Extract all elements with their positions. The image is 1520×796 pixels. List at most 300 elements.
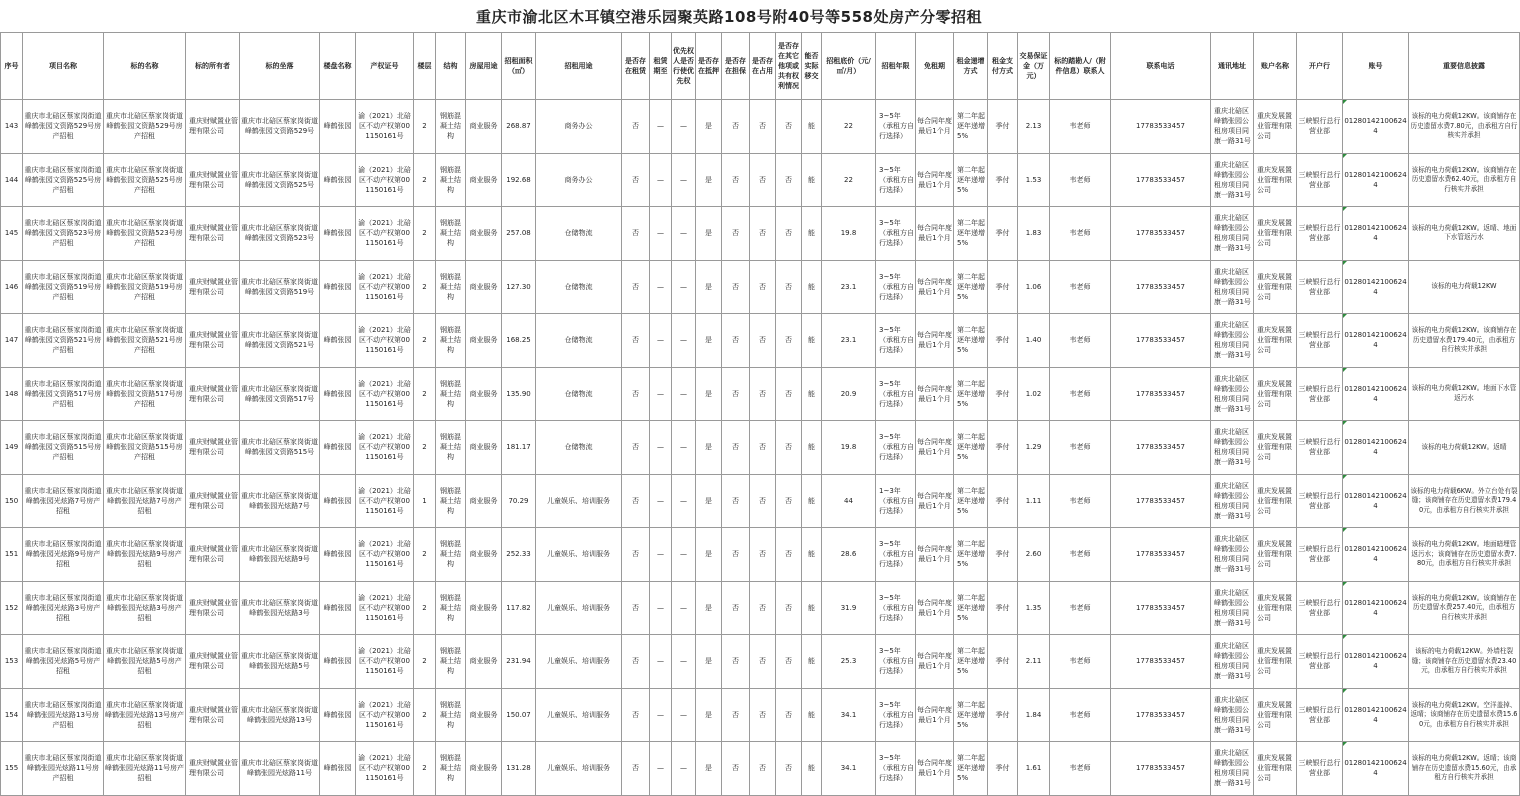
table-cell: 1.06 (1018, 260, 1050, 314)
table-cell: 商业服务 (466, 742, 502, 796)
table-cell: 钢筋混凝土结构 (436, 581, 466, 635)
table-cell: 商业服务 (466, 421, 502, 475)
column-header: 标的坐落 (240, 33, 320, 100)
column-header: 重要信息披露 (1409, 33, 1520, 100)
table-cell: 重庆市北碚区蔡家岗街道峰鹤张园光炫路11号 (240, 742, 320, 796)
table-cell: 第二年起逐年递增5% (954, 153, 988, 207)
table-cell: — (672, 474, 696, 528)
table-cell: 重庆财赋置业管理有限公司 (186, 688, 240, 742)
table-cell: 否 (776, 635, 802, 689)
table-cell: 否 (776, 260, 802, 314)
table-cell: 韦老师 (1050, 474, 1111, 528)
table-cell: — (650, 688, 672, 742)
table-cell: 峰鹤张园 (320, 260, 356, 314)
table-cell: 否 (750, 688, 776, 742)
table-cell: 重庆北碚区峰鹤张园公租房项目同康一路31号 (1211, 528, 1254, 582)
table-cell: 重庆发展置业管理有限公司 (1254, 314, 1297, 368)
table-cell: 否 (722, 742, 750, 796)
table-cell: 三峡银行总行营业部 (1297, 635, 1343, 689)
table-cell: 否 (622, 100, 650, 154)
table-cell: 1.83 (1018, 207, 1050, 261)
table-cell: 重庆发展置业管理有限公司 (1254, 742, 1297, 796)
table-cell: 重庆北碚区峰鹤张园公租房项目同康一路31号 (1211, 367, 1254, 421)
table-cell: 3~5年（承租方自行选择） (876, 100, 916, 154)
table-cell: 商务办公 (536, 100, 622, 154)
table-cell: 重庆市北碚区蔡家岗街道峰鹤张园文资路525号房产招租 (104, 153, 186, 207)
table-cell: 否 (750, 100, 776, 154)
table-cell: 重庆市北碚区蔡家岗街道峰鹤张园光炫路9号 (240, 528, 320, 582)
table-cell: 否 (776, 100, 802, 154)
table-cell: 1.53 (1018, 153, 1050, 207)
table-cell: 重庆市北碚区蔡家岗街道峰鹤张园光炫路3号 (240, 581, 320, 635)
table-cell: 重庆发展置业管理有限公司 (1254, 207, 1297, 261)
table-cell: 25.3 (822, 635, 876, 689)
table-cell: 否 (722, 100, 750, 154)
table-cell: 该标的电力荷载12KW。返晴；该商铺存在历史遗留水费15.60元，由承租方自行核实并承担 (1409, 742, 1520, 796)
table-cell: 否 (722, 207, 750, 261)
table-cell: 重庆北碚区峰鹤张园公租房项目同康一路31号 (1211, 688, 1254, 742)
table-cell: 第二年起逐年递增5% (954, 260, 988, 314)
table-cell: 150 (1, 474, 23, 528)
column-header: 结构 (436, 33, 466, 100)
table-cell: 第二年起逐年递增5% (954, 688, 988, 742)
table-cell: 能 (802, 742, 822, 796)
table-cell: 2.60 (1018, 528, 1050, 582)
table-cell: — (650, 314, 672, 368)
table-cell: 韦老师 (1050, 314, 1111, 368)
table-cell: 第二年起逐年递增5% (954, 528, 988, 582)
table-cell: 第二年起逐年递增5% (954, 581, 988, 635)
table-cell: 钢筋混凝土结构 (436, 635, 466, 689)
table-cell: 韦老师 (1050, 367, 1111, 421)
table-cell: 季付 (988, 314, 1018, 368)
table-cell: 重庆北碚区峰鹤张园公租房项目同康一路31号 (1211, 421, 1254, 475)
table-cell: 重庆发展置业管理有限公司 (1254, 474, 1297, 528)
table-cell: 是 (696, 474, 722, 528)
table-cell: 重庆市北碚区蔡家岗街道峰鹤张园光炫路13号 (240, 688, 320, 742)
table-row (1, 581, 1520, 635)
table-cell: 是 (696, 314, 722, 368)
table-cell: 三峡银行总行营业部 (1297, 207, 1343, 261)
table-cell: 钢筋混凝土结构 (436, 474, 466, 528)
table-cell: 17783533457 (1111, 528, 1211, 582)
column-header: 是否存在租赁 (622, 33, 650, 100)
table-cell: 否 (622, 207, 650, 261)
table-cell: 韦老师 (1050, 153, 1111, 207)
table-cell: 17783533457 (1111, 367, 1211, 421)
table-cell: 168.25 (502, 314, 536, 368)
table-cell: 每合同年度最后1个月 (916, 367, 954, 421)
table-cell: 季付 (988, 367, 1018, 421)
table-cell: 17783533457 (1111, 100, 1211, 154)
table-cell: 1 (414, 474, 436, 528)
table-cell: 重庆市北碚区蔡家岗街道峰鹤张园光炫路11号房产招租 (23, 742, 104, 796)
table-row (1, 207, 1520, 261)
table-cell: 三峡银行总行营业部 (1297, 688, 1343, 742)
table-cell: 3~5年（承租方自行选择） (876, 260, 916, 314)
table-cell: 季付 (988, 742, 1018, 796)
table-cell: 重庆财赋置业管理有限公司 (186, 314, 240, 368)
table-cell: 韦老师 (1050, 100, 1111, 154)
table-row (1, 100, 1520, 154)
table-cell: 17783533457 (1111, 474, 1211, 528)
table-cell: 是 (696, 581, 722, 635)
table-cell: 重庆财赋置业管理有限公司 (186, 260, 240, 314)
table-cell: 149 (1, 421, 23, 475)
table-cell: — (672, 153, 696, 207)
table-cell: 第二年起逐年递增5% (954, 367, 988, 421)
table-cell: 是 (696, 367, 722, 421)
table-cell: 每合同年度最后1个月 (916, 153, 954, 207)
table-cell: 否 (776, 207, 802, 261)
table-cell: 渝（2021）北碚区不动产权第001150161号 (356, 474, 414, 528)
table-cell: 153 (1, 635, 23, 689)
table-cell: 渝（2021）北碚区不动产权第001150161号 (356, 742, 414, 796)
table-cell: 否 (750, 742, 776, 796)
table-cell: 每合同年度最后1个月 (916, 742, 954, 796)
table-cell: 峰鹤张园 (320, 581, 356, 635)
table-cell: 重庆市北碚区蔡家岗街道峰鹤张园光炫路9号房产招租 (104, 528, 186, 582)
table-cell: 重庆发展置业管理有限公司 (1254, 100, 1297, 154)
table-cell: 重庆市北碚区蔡家岗街道峰鹤张园光炫路7号 (240, 474, 320, 528)
table-cell: 重庆发展置业管理有限公司 (1254, 581, 1297, 635)
table-cell: 重庆市北碚区蔡家岗街道峰鹤张园光炫路5号房产招租 (104, 635, 186, 689)
table-cell: 重庆市北碚区蔡家岗街道峰鹤张园文资路521号房产招租 (104, 314, 186, 368)
table-cell: 重庆市北碚区蔡家岗街道峰鹤张园光炫路3号房产招租 (23, 581, 104, 635)
table-cell: 商业服务 (466, 474, 502, 528)
table-cell: 重庆发展置业管理有限公司 (1254, 153, 1297, 207)
table-body (1, 100, 1520, 796)
table-cell: 第二年起逐年递增5% (954, 421, 988, 475)
table-cell: 17783533457 (1111, 688, 1211, 742)
table-cell: 重庆市北碚区蔡家岗街道峰鹤张园文资路519号房产招租 (23, 260, 104, 314)
table-cell: 否 (722, 474, 750, 528)
table-cell: 韦老师 (1050, 688, 1111, 742)
table-cell: 否 (722, 314, 750, 368)
table-cell: 34.1 (822, 742, 876, 796)
table-cell: 23.1 (822, 314, 876, 368)
table-cell: 2.13 (1018, 100, 1050, 154)
table-cell: 否 (750, 581, 776, 635)
table-cell: 重庆发展置业管理有限公司 (1254, 688, 1297, 742)
table-cell: 否 (722, 581, 750, 635)
table-cell: 能 (802, 314, 822, 368)
table-row (1, 153, 1520, 207)
table-cell: 第二年起逐年递增5% (954, 742, 988, 796)
table-cell: 否 (622, 474, 650, 528)
column-header: 楼盘名称 (320, 33, 356, 100)
table-cell: 是 (696, 100, 722, 154)
table-cell: 每合同年度最后1个月 (916, 421, 954, 475)
table-cell: 否 (776, 581, 802, 635)
column-header: 产权证号 (356, 33, 414, 100)
column-header: 租金支付方式 (988, 33, 1018, 100)
table-cell: 渝（2021）北碚区不动产权第001150161号 (356, 314, 414, 368)
column-header: 标的名称 (104, 33, 186, 100)
column-header: 通讯地址 (1211, 33, 1254, 100)
table-cell: 否 (776, 421, 802, 475)
table-cell: 重庆市北碚区蔡家岗街道峰鹤张园光炫路7号房产招租 (23, 474, 104, 528)
table-row (1, 314, 1520, 368)
column-header: 联系电话 (1111, 33, 1211, 100)
table-cell: 重庆财赋置业管理有限公司 (186, 100, 240, 154)
table-cell: 重庆北碚区峰鹤张园公租房项目同康一路31号 (1211, 314, 1254, 368)
table-cell: 每合同年度最后1个月 (916, 100, 954, 154)
table-cell: 否 (776, 742, 802, 796)
table-cell: 重庆市北碚区蔡家岗街道峰鹤张园文资路521号 (240, 314, 320, 368)
table-cell: 268.87 (502, 100, 536, 154)
table-cell: 三峡银行总行营业部 (1297, 260, 1343, 314)
table-cell: 儿童娱乐、培训服务 (536, 581, 622, 635)
table-cell: 012801421006244 (1343, 742, 1409, 796)
table-cell: 3~5年（承租方自行选择） (876, 153, 916, 207)
table-cell: 23.1 (822, 260, 876, 314)
column-header: 招租用途 (536, 33, 622, 100)
table-cell: 第二年起逐年递增5% (954, 207, 988, 261)
table-cell: 重庆财赋置业管理有限公司 (186, 421, 240, 475)
table-row (1, 421, 1520, 475)
table-cell: 重庆市北碚区蔡家岗街道峰鹤张园文资路515号房产招租 (23, 421, 104, 475)
table-cell: — (650, 367, 672, 421)
table-cell: — (672, 528, 696, 582)
table-cell: 2 (414, 260, 436, 314)
table-cell: 峰鹤张园 (320, 688, 356, 742)
table-cell: 能 (802, 367, 822, 421)
column-header: 是否存在担保 (722, 33, 750, 100)
table-cell: 儿童娱乐、培训服务 (536, 474, 622, 528)
table-cell: 重庆市北碚区蔡家岗街道峰鹤张园文资路515号 (240, 421, 320, 475)
table-cell: 19.8 (822, 421, 876, 475)
table-cell: 是 (696, 260, 722, 314)
table-cell: 是 (696, 207, 722, 261)
column-header: 招租年限 (876, 33, 916, 100)
table-cell: 3~5年（承租方自行选择） (876, 421, 916, 475)
table-cell: 三峡银行总行营业部 (1297, 421, 1343, 475)
table-cell: 季付 (988, 207, 1018, 261)
table-cell: 峰鹤张园 (320, 100, 356, 154)
table-cell: 重庆市北碚区蔡家岗街道峰鹤张园文资路517号 (240, 367, 320, 421)
table-cell: 重庆市北碚区蔡家岗街道峰鹤张园文资路529号房产招租 (23, 100, 104, 154)
table-cell: 峰鹤张园 (320, 367, 356, 421)
table-cell: 否 (750, 474, 776, 528)
table-cell: 商业服务 (466, 635, 502, 689)
table-cell: 每合同年度最后1个月 (916, 528, 954, 582)
page-title: 重庆市渝北区木耳镇空港乐园聚英路108号附40号等558处房产分零招租 (476, 8, 982, 26)
table-cell: 每合同年度最后1个月 (916, 581, 954, 635)
table-cell: 重庆市北碚区蔡家岗街道峰鹤张园文资路523号 (240, 207, 320, 261)
table-cell: 否 (722, 153, 750, 207)
table-cell: 能 (802, 635, 822, 689)
table-cell: 3~5年（承租方自行选择） (876, 528, 916, 582)
table-cell: 重庆市北碚区蔡家岗街道峰鹤张园文资路529号 (240, 100, 320, 154)
table-cell: 17783533457 (1111, 207, 1211, 261)
table-cell: 每合同年度最后1个月 (916, 314, 954, 368)
table-cell: 1.40 (1018, 314, 1050, 368)
column-header: 开户行 (1297, 33, 1343, 100)
table-cell: 重庆北碚区峰鹤张园公租房项目同康一路31号 (1211, 474, 1254, 528)
table-cell: 重庆财赋置业管理有限公司 (186, 367, 240, 421)
table-cell: 每合同年度最后1个月 (916, 688, 954, 742)
table-cell: — (672, 207, 696, 261)
table-cell: 该标的电力荷载12KW。该商铺存在历史遗留水费7.80元，由承租方自行核实并承担 (1409, 100, 1520, 154)
table-row (1, 260, 1520, 314)
table-cell: 17783533457 (1111, 314, 1211, 368)
table-cell: 20.9 (822, 367, 876, 421)
table-cell: — (650, 742, 672, 796)
table-cell: 重庆市北碚区蔡家岗街道峰鹤张园文资路523号房产招租 (104, 207, 186, 261)
table-cell: 3~5年（承租方自行选择） (876, 742, 916, 796)
table-cell: 012801421006244 (1343, 421, 1409, 475)
table-cell: 钢筋混凝土结构 (436, 207, 466, 261)
table-cell: 重庆发展置业管理有限公司 (1254, 421, 1297, 475)
table-cell: 17783533457 (1111, 581, 1211, 635)
table-cell: 2 (414, 742, 436, 796)
table-cell: 渝（2021）北碚区不动产权第001150161号 (356, 367, 414, 421)
table-cell: — (650, 421, 672, 475)
table-cell: 重庆发展置业管理有限公司 (1254, 260, 1297, 314)
table-cell: 重庆财赋置业管理有限公司 (186, 153, 240, 207)
table-cell: 钢筋混凝土结构 (436, 688, 466, 742)
table-cell: 仓储物流 (536, 260, 622, 314)
table-cell: 韦老师 (1050, 528, 1111, 582)
table-cell: 1.02 (1018, 367, 1050, 421)
table-cell: 三峡银行总行营业部 (1297, 581, 1343, 635)
table-cell: 012801421006244 (1343, 207, 1409, 261)
table-cell: — (650, 260, 672, 314)
column-header: 招租面积（㎡） (502, 33, 536, 100)
table-cell: 012801421006244 (1343, 581, 1409, 635)
column-header: 标的踏勘人/（附件信息）联系人 (1050, 33, 1111, 100)
table-cell: 44 (822, 474, 876, 528)
table-cell: 渝（2021）北碚区不动产权第001150161号 (356, 207, 414, 261)
column-header: 是否存在抵押 (696, 33, 722, 100)
table-cell: 季付 (988, 421, 1018, 475)
table-cell: 135.90 (502, 367, 536, 421)
table-cell: 韦老师 (1050, 581, 1111, 635)
table-cell: 是 (696, 153, 722, 207)
table-cell: 钢筋混凝土结构 (436, 260, 466, 314)
table-cell: 否 (622, 367, 650, 421)
table-cell: 否 (622, 153, 650, 207)
table-cell: 重庆市北碚区蔡家岗街道峰鹤张园光炫路7号房产招租 (104, 474, 186, 528)
table-cell: 1.84 (1018, 688, 1050, 742)
table-cell: — (650, 100, 672, 154)
table-cell: 重庆市北碚区蔡家岗街道峰鹤张园光炫路5号房产招租 (23, 635, 104, 689)
table-row (1, 742, 1520, 796)
table-cell: 否 (722, 528, 750, 582)
table-cell: 每合同年度最后1个月 (916, 260, 954, 314)
table-cell: 三峡银行总行营业部 (1297, 474, 1343, 528)
table-cell: 重庆市北碚区蔡家岗街道峰鹤张园光炫路13号房产招租 (104, 688, 186, 742)
table-cell: 该标的电力荷载12KW。返晴 (1409, 421, 1520, 475)
table-cell: 韦老师 (1050, 207, 1111, 261)
table-cell: 2 (414, 367, 436, 421)
table-cell: 3~5年（承租方自行选择） (876, 314, 916, 368)
table-cell: 否 (722, 421, 750, 475)
table-cell: — (650, 528, 672, 582)
table-cell: 重庆北碚区峰鹤张园公租房项目同康一路31号 (1211, 742, 1254, 796)
table-cell: 重庆市北碚区蔡家岗街道峰鹤张园光炫路3号房产招租 (104, 581, 186, 635)
table-cell: 否 (622, 260, 650, 314)
table-cell: 012801421006244 (1343, 260, 1409, 314)
column-header: 账户名称 (1254, 33, 1297, 100)
table-cell: 重庆市北碚区蔡家岗街道峰鹤张园光炫路13号房产招租 (23, 688, 104, 742)
table-cell: 渝（2021）北碚区不动产权第001150161号 (356, 581, 414, 635)
table-cell: 147 (1, 314, 23, 368)
table-cell: 3~5年（承租方自行选择） (876, 581, 916, 635)
table-row (1, 528, 1520, 582)
table-cell: 仓储物流 (536, 207, 622, 261)
table-cell: — (672, 100, 696, 154)
column-header: 是否存在其它他项或共有权利情况 (776, 33, 802, 100)
table-cell: 117.82 (502, 581, 536, 635)
table-cell: 1.11 (1018, 474, 1050, 528)
table-cell: — (672, 260, 696, 314)
table-cell: 重庆市北碚区蔡家岗街道峰鹤张园文资路517号房产招租 (104, 367, 186, 421)
table-row (1, 474, 1520, 528)
table-cell: 仓储物流 (536, 314, 622, 368)
property-table (0, 32, 1520, 796)
table-cell: 17783533457 (1111, 742, 1211, 796)
table-cell: 22 (822, 100, 876, 154)
table-cell: 季付 (988, 688, 1018, 742)
table-cell: 是 (696, 635, 722, 689)
table-cell: 否 (776, 367, 802, 421)
table-cell: 231.94 (502, 635, 536, 689)
table-cell: 151 (1, 528, 23, 582)
column-header: 楼层 (414, 33, 436, 100)
column-header: 是否存在占用 (750, 33, 776, 100)
table-cell: 143 (1, 100, 23, 154)
table-cell: 该标的电力荷载12KW。该商铺存在历史遗留水费179.40元，由承租方自行核实并承担 (1409, 314, 1520, 368)
table-cell: 三峡银行总行营业部 (1297, 314, 1343, 368)
table-cell: 重庆北碚区峰鹤张园公租房项目同康一路31号 (1211, 581, 1254, 635)
table-cell: 重庆发展置业管理有限公司 (1254, 367, 1297, 421)
table-cell: 257.08 (502, 207, 536, 261)
table-cell: 该标的电力荷载12KW。该商铺存在历史遗留水费257.40元，由承租方自行核实并承担 (1409, 581, 1520, 635)
table-cell: 钢筋混凝土结构 (436, 314, 466, 368)
table-cell: 钢筋混凝土结构 (436, 100, 466, 154)
table-cell: 商业服务 (466, 581, 502, 635)
table-cell: 否 (750, 421, 776, 475)
table-cell: 韦老师 (1050, 742, 1111, 796)
column-header: 免租期 (916, 33, 954, 100)
table-cell: 31.9 (822, 581, 876, 635)
column-header: 账号 (1343, 33, 1409, 100)
table-cell: 商务办公 (536, 153, 622, 207)
table-cell: 重庆市北碚区蔡家岗街道峰鹤张园文资路529号房产招租 (104, 100, 186, 154)
table-cell: 181.17 (502, 421, 536, 475)
column-header: 序号 (1, 33, 23, 100)
column-header: 租赁期至 (650, 33, 672, 100)
table-cell: 三峡银行总行营业部 (1297, 367, 1343, 421)
table-cell: 是 (696, 421, 722, 475)
table-cell: 峰鹤张园 (320, 153, 356, 207)
table-cell: 重庆发展置业管理有限公司 (1254, 528, 1297, 582)
table-cell: 第二年起逐年递增5% (954, 100, 988, 154)
table-cell: 否 (750, 635, 776, 689)
table-cell: 17783533457 (1111, 153, 1211, 207)
table-cell: 2 (414, 100, 436, 154)
table-cell: — (672, 421, 696, 475)
table-cell: 季付 (988, 581, 1018, 635)
table-row (1, 688, 1520, 742)
table-cell: 钢筋混凝土结构 (436, 367, 466, 421)
table-cell: 重庆市北碚区蔡家岗街道峰鹤张园光炫路9号房产招租 (23, 528, 104, 582)
table-cell: — (650, 153, 672, 207)
table-cell: 峰鹤张园 (320, 207, 356, 261)
table-cell: 否 (750, 367, 776, 421)
